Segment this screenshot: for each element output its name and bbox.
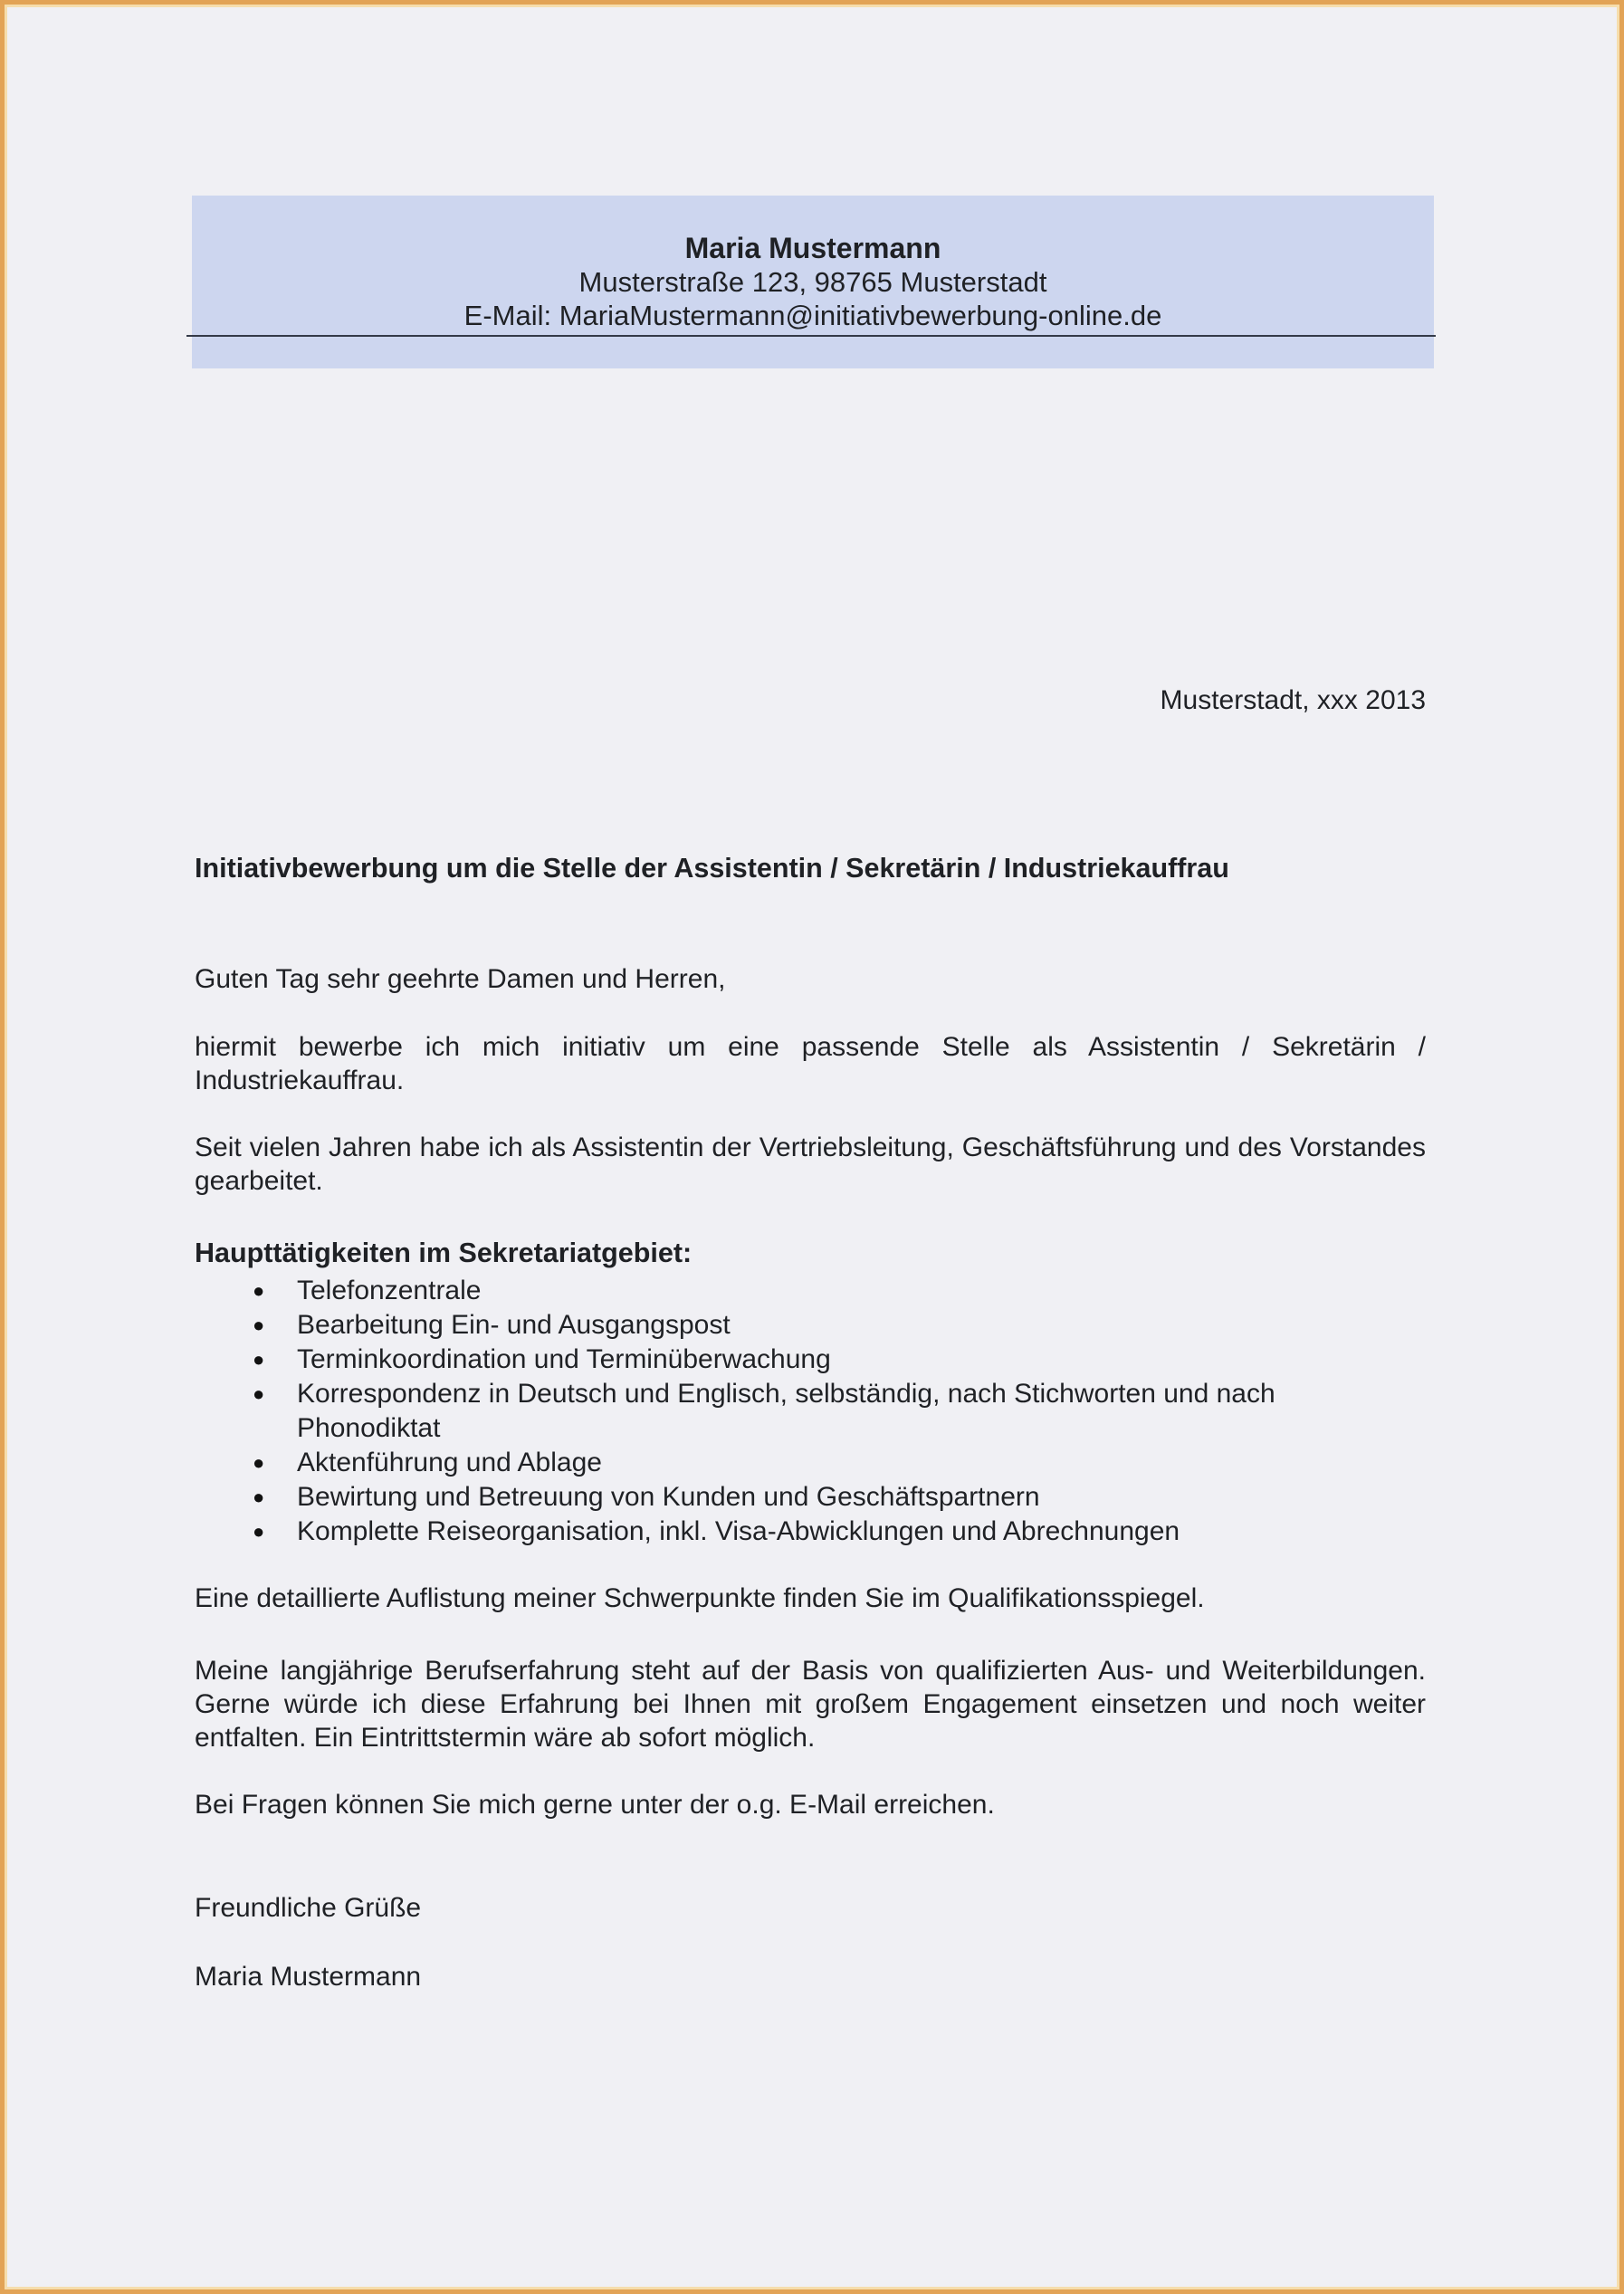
bullet-icon: ● [253,1382,265,1405]
date-line: Musterstadt, xxx 2013 [1160,685,1426,715]
list-heading: Haupttätigkeiten im Sekretariatgebiet: [195,1238,693,1268]
list-item [195,1515,1410,1549]
sender-email: E-Mail: MariaMustermann@initiativbewerbung-online.de [463,300,1162,331]
closing-line: Freundliche Grüße [195,1893,422,1923]
list-item-label: Aktenführung und Ablage [297,1448,602,1477]
bullet-icon: ● [253,1486,265,1508]
list-item-label: Telefonzentrale [297,1276,482,1305]
contact-header-box [192,196,1434,368]
list-item-label: Komplette Reiseorganisation, inkl. Visa-Abwicklungen und Abrechnungen [297,1516,1180,1546]
list-item [195,1480,1410,1515]
paragraph-experience: Seit vielen Jahren habe ich als Assistentin der Vertriebsleitung, Geschäftsführung und des Vorstandes gearbeitet. [195,1133,1426,1196]
paragraph-contact: Bei Fragen können Sie mich gerne unter der o.g. E-Mail erreichen. [195,1790,995,1820]
paragraph-qualifications: Eine detaillierte Auflistung meiner Schwerpunkte finden Sie im Qualifikationsspiegel. [195,1583,1205,1613]
list-item-label: Korrespondenz in Deutsch und Englisch, selbständig, nach Stichworten und nach Phonodiktat [297,1379,1275,1443]
subject-line: Initiativbewerbung um die Stelle der Assistentin / Sekretärin / Industriekauffrau [195,853,1229,884]
bullet-icon: ● [253,1348,265,1371]
list-item-label: Bewirtung und Betreuung von Kunden und Geschäftspartnern [297,1482,1040,1512]
sender-address: Musterstraße 123, 98765 Musterstadt [578,266,1047,298]
paragraph-engagement: Meine langjährige Berufserfahrung steht auf der Basis von qualifizierten Aus- und Weiterbildungen. Gerne würde ich diese Erfahrung bei Ihnen mit großem Engagement einsetzen und noch weiter entfalten. Ein Eintrittstermin wäre ab sofort möglich. [195,1656,1426,1753]
salutation: Guten Tag sehr geehrte Damen und Herren, [195,964,726,994]
sender-name: Maria Mustermann [684,232,941,264]
header-divider-line [186,335,1436,337]
list-item [195,1308,1410,1343]
list-item [195,1274,1410,1308]
list-item [195,1343,1410,1377]
bullet-icon: ● [253,1314,265,1336]
bullet-icon: ● [253,1451,265,1474]
duties-list [195,1274,1412,1549]
signature-name: Maria Mustermann [195,1962,422,1992]
list-item-label: Bearbeitung Ein- und Ausgangspost [297,1310,731,1340]
paragraph-intro: hiermit bewerbe ich mich initiativ um eine passende Stelle als Assistentin / Sekretärin / Industriekauffrau. [195,1032,1426,1095]
bullet-icon: ● [253,1520,265,1543]
list-item [195,1377,1410,1446]
bullet-icon: ● [253,1279,265,1302]
list-item-label: Terminkoordination und Terminüberwachung [297,1344,831,1374]
list-item [195,1446,1410,1480]
